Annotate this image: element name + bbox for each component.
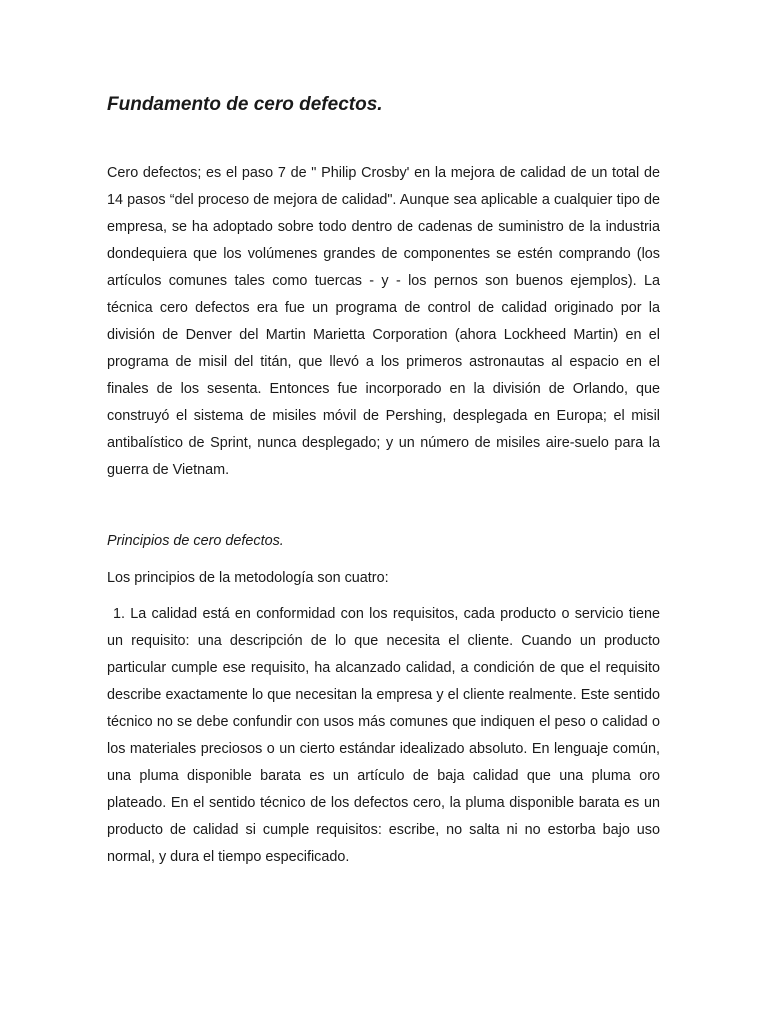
section-subheading: Principios de cero defectos.	[107, 533, 284, 549]
document-title: Fundamento de cero defectos.	[107, 94, 383, 115]
principle-item-1: 1. La calidad está en conformidad con los requisitos, cada producto o servicio tiene un requisito: una descripción de lo que necesita el cliente. Cuando un producto particular cumple ese requisito, ha alcanzado calidad, a condición de que el requisito describe exactamente lo que necesitan la empresa y el cliente realmente. Este sentido técnico no se debe confundir con usos más comunes que indiquen el peso o calidad o los materiales preciosos o un cierto estándar idealizado absoluto. En lenguaje común, una pluma disponible barata es un artículo de baja calidad que una pluma oro plateado. En el sentido técnico de los defectos cero, la pluma disponible barata es un producto de calidad si cumple requisitos: escribe, no salta ni no estorba bajo uso normal, y dura el tiempo especificado.	[107, 606, 660, 865]
principles-lead-paragraph: Los principios de la metodología son cuatro:	[107, 570, 389, 586]
intro-paragraph: Cero defectos; es el paso 7 de " Philip Crosby' en la mejora de calidad de un total de 14 pasos “del proceso de mejora de calidad". Aunque sea aplicable a cualquier tipo de empresa, se ha adoptado sobre todo dentro de cadenas de suministro de la industria dondequiera que los volúmenes grandes de componentes se estén comprando (los artículos comunes tales como tuercas - y - los pernos son buenos ejemplos). La técnica cero defectos era fue un programa de control de calidad originado por la división de Denver del Martin Marietta Corporation (ahora Lockheed Martin) en el programa de misil del titán, que llevó a los primeros astronautas al espacio en el finales de los sesenta. Entonces fue incorporado en la división de Orlando, que construyó el sistema de misiles móvil de Pershing, desplegada en Europa; el misil antibalístico de Sprint, nunca desplegado; y un número de misiles aire-suelo para la guerra de Vietnam.	[107, 165, 660, 478]
